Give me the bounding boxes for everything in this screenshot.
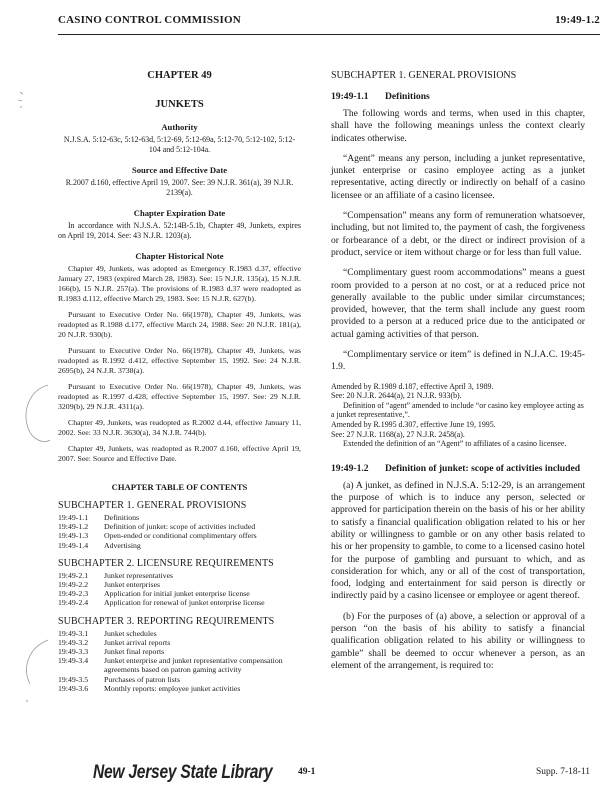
authority-heading: Authority	[161, 122, 198, 132]
page-footer	[0, 762, 616, 784]
toc-subchapter: SUBCHAPTER 2. LICENSURE REQUIREMENTS	[58, 557, 274, 569]
toc-item: 19:49-3.1 Junket schedules	[58, 628, 157, 638]
history-heading: Chapter Historical Note	[135, 251, 224, 261]
toc-item: 19:49-1.2 Definition of junket: scope of activities included	[58, 522, 256, 532]
toc-list	[58, 513, 301, 550]
history-note: Pursuant to Executive Order No. 66(1978), Chapter 49, Junkets, was readopted as R.1988 d.177, effective March 24, 1988. See: 20 N.J.R. 181(a), 20 N.J.R. 930(b).	[58, 310, 301, 339]
history-note: Pursuant to Executive Order No. 66(1978), Chapter 49, Junkets, was readopted as R.1992 d.412, effective September 15, 1992. See: 24 N.J.R. 2695(b), 24 N.J.R. 3738(a).	[58, 346, 301, 375]
chapter-title: JUNKETS	[155, 99, 204, 110]
subchapter-heading: SUBCHAPTER 1. GENERAL PROVISIONS	[331, 70, 517, 81]
toc-item: 19:49-3.4 Junket enterprise and junket representative compensation agreements based on patron gaming activity	[58, 656, 283, 675]
history-line: Amended by R.1995 d.307, effective June 19, 1995.	[331, 420, 496, 430]
toc-list	[58, 571, 301, 608]
expiration-text: In accordance with N.J.S.A. 52:14B-5.1b, Chapter 49, Junkets, expires on April 19, 2014. See: 43 N.J.R. 1203(a).	[58, 221, 301, 240]
history-line: See: 20 N.J.R. 2644(a), 21 N.J.R. 933(b).	[331, 391, 462, 401]
toc-item: 19:49-2.1 Junket representatives	[58, 570, 174, 580]
running-header	[58, 14, 600, 35]
paragraph: (b) For the purposes of (a) above, a selection or approval of a person “on the basis of his ability to satisfy a financial qualification obligation related to his ability or willingness to gamble” shall be deemed to occur whenever a person, as an element of the arrangement, is required to:	[331, 610, 585, 671]
toc-item: 19:49-3.2 Junket arrival reports	[58, 637, 171, 647]
section-title: Definition of junket: scope of activities included	[385, 462, 581, 474]
toc-item: 19:49-2.3 Application for initial junket enterprise license	[58, 589, 250, 599]
header-section: 19:49-1.2	[555, 14, 600, 26]
chapter-number: CHAPTER 49	[147, 70, 212, 81]
history-line: Definition of “agent” amended to include “or casino key employee acting as a junket representative,”.	[331, 400, 584, 420]
header-title: CASINO CONTROL COMMISSION	[58, 14, 241, 26]
expiration-heading: Chapter Expiration Date	[133, 208, 226, 218]
history-note: Pursuant to Executive Order No. 66(1978), Chapter 49, Junkets, was readopted as R.1997 d.428, effective September 15, 1997. See: 29 N.J.R. 3209(b), 29 N.J.R. 4311(a).	[58, 382, 301, 411]
toc-item: 19:49-3.3 Junket final reports	[58, 647, 165, 657]
toc-item: 19:49-1.3 Open-ended or conditional complimentary offers	[58, 531, 257, 541]
paragraph: The following words and terms, when used in this chapter, shall have the following meanings unless the context clearly indicates otherwise.	[331, 108, 585, 144]
section-title: Definitions	[385, 91, 430, 102]
toc-list	[58, 629, 301, 693]
authority-text: N.J.S.A. 5:12-63c, 5:12-63d, 5:12-69, 5:12-69a, 5:12-70, 5:12-102, 5:12-104 and 5:12-104a.	[63, 135, 296, 154]
history-note: Chapter 49, Junkets, was readopted as R.2002 d.44, effective January 11, 2002. See: 33 N.J.R. 3630(a), 34 N.J.R. 744(b).	[58, 418, 301, 437]
toc-item: 19:49-3.6 Monthly reports: employee junket activities	[58, 683, 241, 693]
history-note: Chapter 49, Junkets, was adopted as Emergency R.1983 d.37, effective January 27, 1983 (expired March 28, 1983). See: 15 N.J.R. 135(a), 15 N.J.R. 166(b), 15 N.J.R. 257(a). The provisions of R.1983 d.37 were readopted as R.1983 d.112, effective March 29, 1983. See: 15 N.J.R. 627(b).	[58, 264, 301, 303]
definition-paragraph: “Complimentary guest room accommodations” means a guest room provided to a person at no cost, or at a reduced price not generally available to the public under similar circumstances; provided, however, that the term shall include any guest room provided to a person at a reduced price due to the anticipated or actual gaming activities of that person.	[331, 267, 585, 340]
source-text: R.2007 d.160, effective April 19, 2007. See: 39 N.J.R. 361(a), 39 N.J.R. 2139(a).	[65, 178, 294, 197]
section-heading	[331, 463, 585, 474]
left-column	[58, 70, 301, 693]
section-heading	[331, 91, 585, 102]
history-note: Chapter 49, Junkets, was readopted as R.2007 d.160, effective April 19, 2007. See: Source and Effective Date.	[58, 444, 301, 463]
history-line: Extended the definition of an “Agent” to affiliates of a casino licensee.	[343, 439, 567, 449]
toc-item: 19:49-1.4 Advertising	[58, 540, 141, 550]
section-number: 19:49-1.2	[331, 462, 369, 474]
definition-paragraph: “Complimentary service or item” is defined in N.J.A.C. 19:45-1.9.	[331, 349, 585, 373]
toc-subchapter: SUBCHAPTER 3. REPORTING REQUIREMENTS	[58, 615, 275, 627]
toc-item: 19:49-2.4 Application for renewal of junket enterprise license	[58, 598, 265, 608]
history-line: See: 27 N.J.R. 1168(a), 27 N.J.R. 2458(a).	[331, 429, 465, 439]
supplement-date: Supp. 7-18-11	[535, 767, 590, 777]
definition-paragraph: “Agent” means any person, including a junket representative, junket enterprise or casino employee acting as a junket representative, acting directly or indirectly on behalf of a casino licensee or an affiliate of a casino licensee.	[331, 152, 585, 201]
toc-item: 19:49-3.5 Purchases of patron lists	[58, 674, 181, 684]
toc-heading: CHAPTER TABLE OF CONTENTS	[111, 482, 248, 492]
paragraph: (a) A junket, as defined in N.J.S.A. 5:12-29, is an arrangement the purpose of which is to induce any person, selected or approved for participation therein on the basis of his or her ability to satisfy a financial qualification obligation related to his or her ability or willingness to gamble or on any other basis related to his or her propensity to gamble, to come to a licensed casino hotel for the purpose of gambling and pursuant to which, and as consideration for which, any or all of the cost of transportation, food, lodging and entertainment for said person is directly or indirectly paid by a casino licensee or employee or agent thereof.	[331, 479, 585, 602]
history-line: Amended by R.1989 d.187, effective April 3, 1989.	[331, 381, 494, 391]
toc-item: 19:49-2.2 Junket enterprises	[58, 580, 161, 590]
source-heading: Source and Effective Date	[131, 165, 228, 175]
library-stamp: New Jersey State Library	[93, 762, 273, 783]
toc-item: 19:49-1.1 Definitions	[58, 513, 140, 522]
punch-hole-mark	[26, 385, 50, 442]
toc-subchapter: SUBCHAPTER 1. GENERAL PROVISIONS	[58, 500, 247, 511]
amendment-history	[331, 382, 585, 449]
punch-hole-mark	[26, 640, 48, 702]
scan-marks	[0, 0, 60, 800]
section-number: 19:49-1.1	[331, 91, 369, 102]
right-column	[331, 70, 585, 680]
definition-paragraph: “Compensation” means any form of remuneration whatsoever, including, but not limited to, the payment of cash, the forgiveness or forbearance of a debt, or the direct or indirect provision of a product, service or item without charge or for less than full value.	[331, 210, 585, 258]
margin-speck	[18, 92, 23, 108]
page-number: 49-1	[298, 767, 316, 777]
